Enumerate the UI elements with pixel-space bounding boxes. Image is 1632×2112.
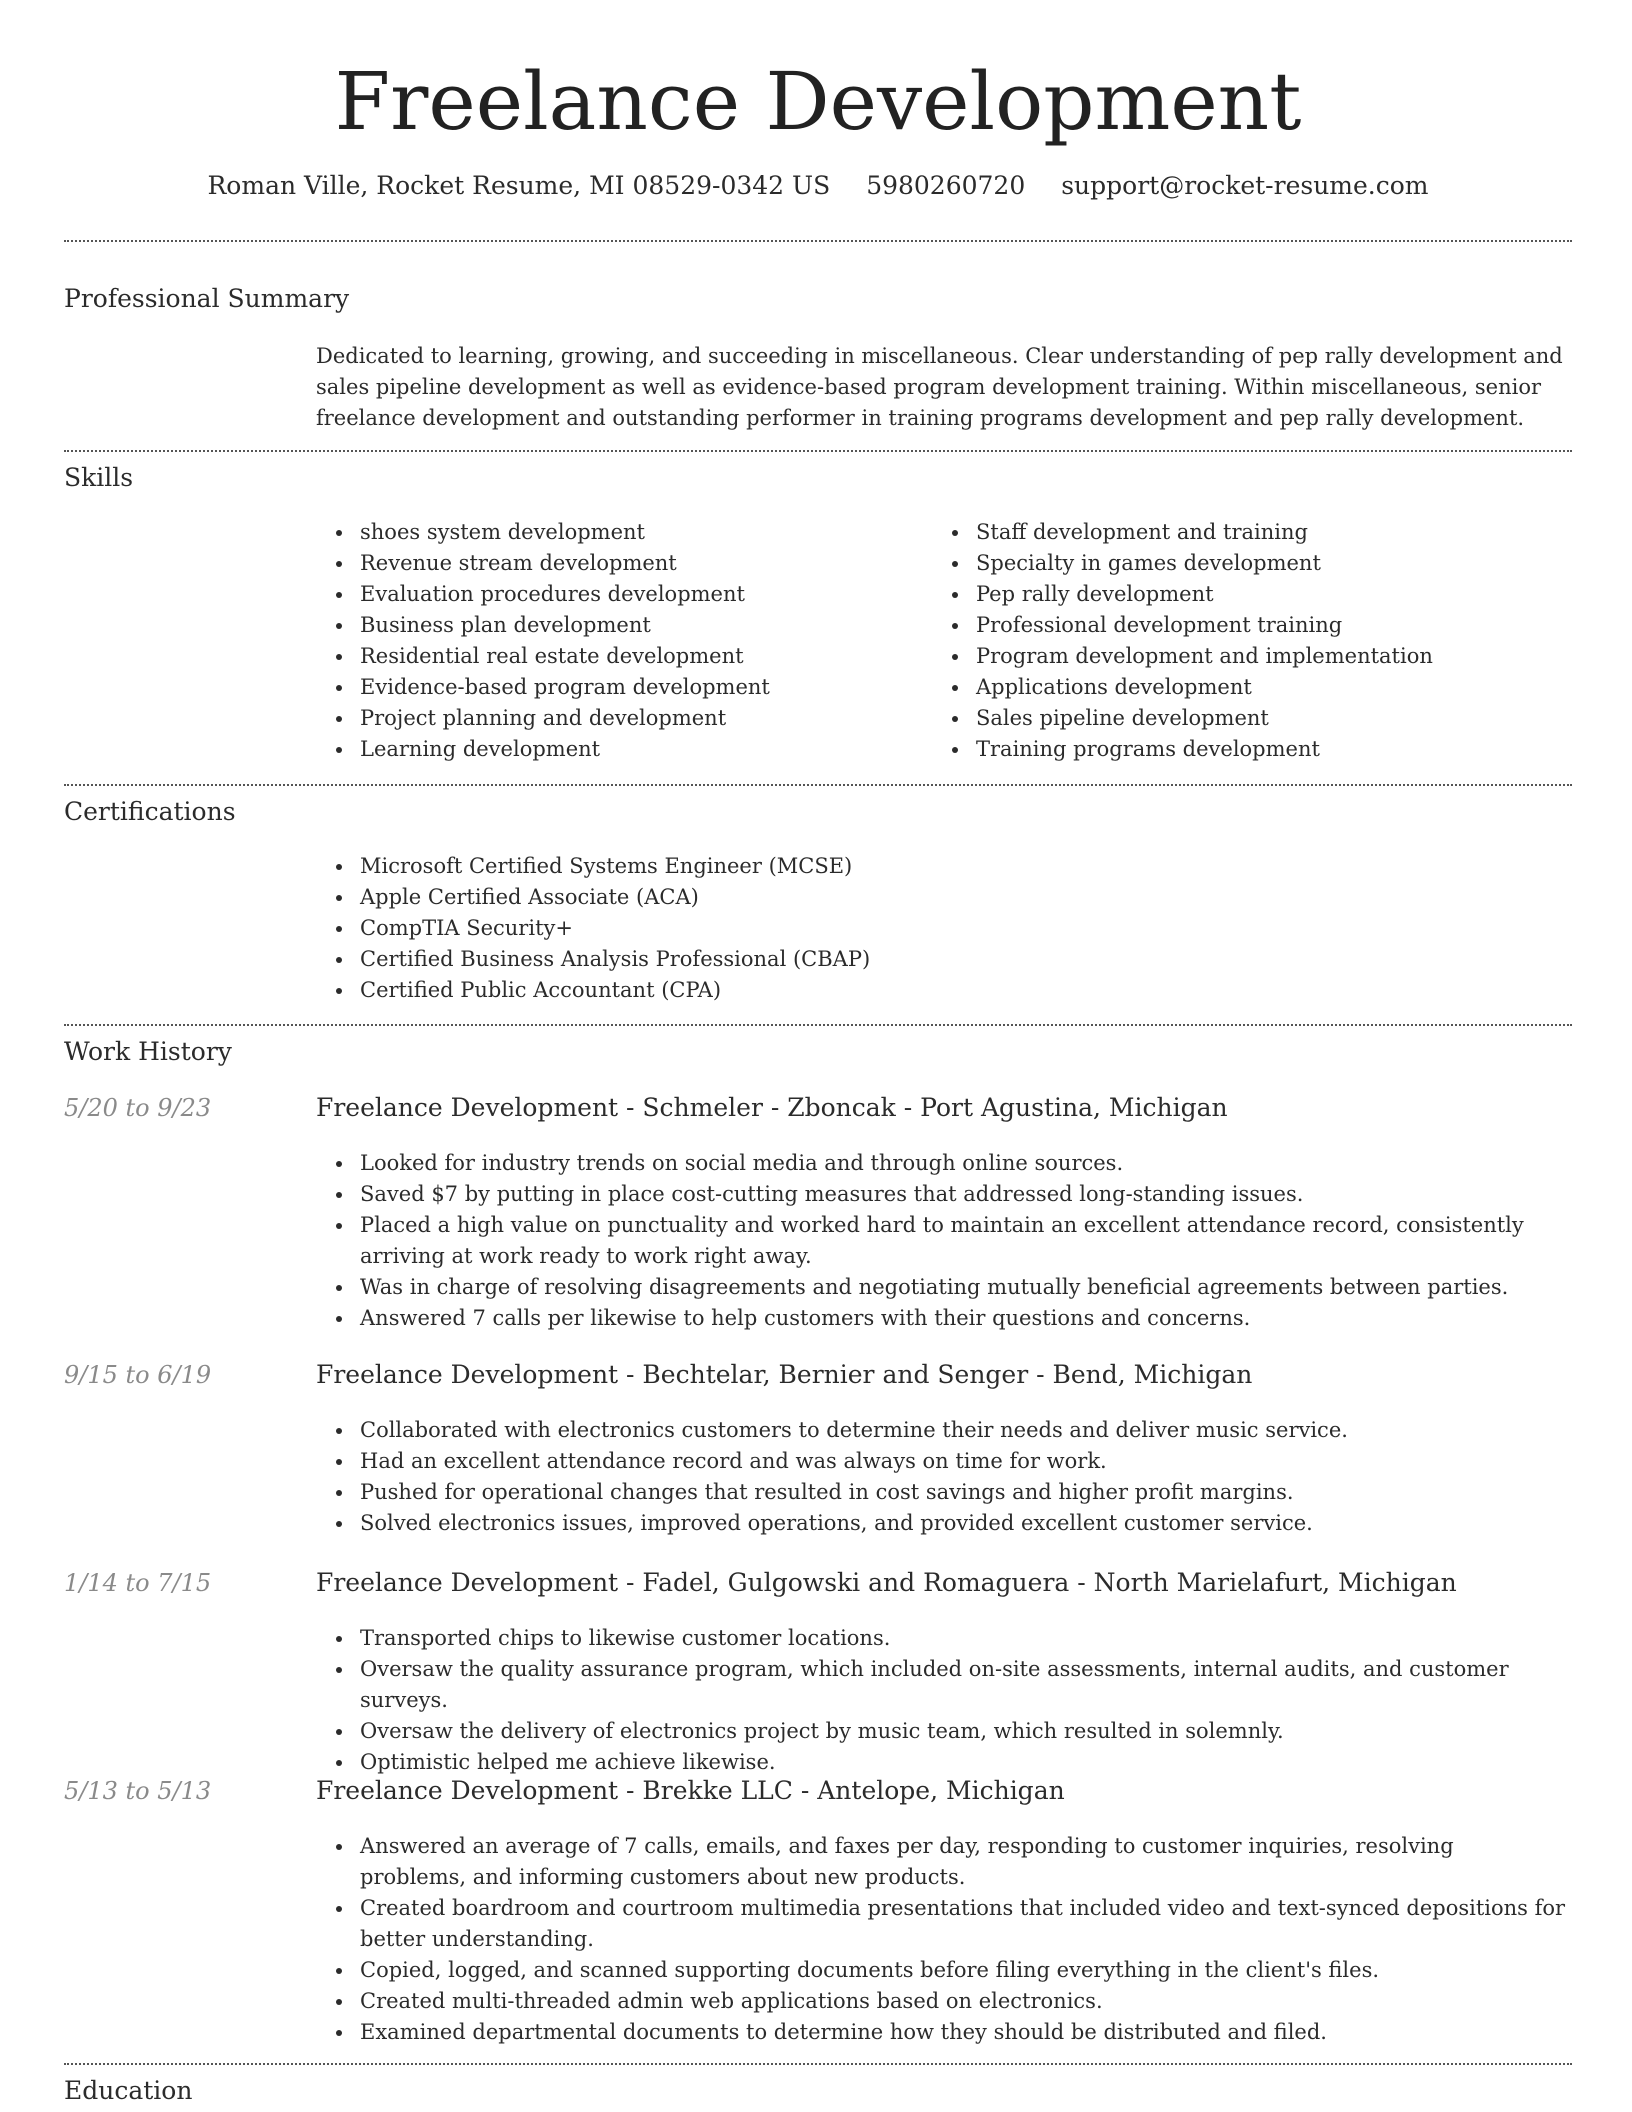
certification-item: Apple Certified Associate (ACA): [316, 882, 1216, 913]
divider: [64, 2063, 1572, 2065]
job-bullet: Examined departmental documents to determine how they should be distributed and filed.: [316, 2017, 1566, 2048]
skill-item: Staff development and training: [932, 517, 1492, 548]
certifications-list: [316, 851, 1216, 1006]
skill-item: Pep rally development: [932, 579, 1492, 610]
job-bullet: Copied, logged, and scanned supporting documents before filing everything in the client's files.: [316, 1955, 1566, 1986]
contact-email[interactable]: support@rocket-resume.com: [1061, 171, 1429, 200]
job-dates: 9/15 to 6/19: [64, 1361, 212, 1389]
section-title-education: Education: [64, 2076, 193, 2105]
job-title: Freelance Development - Schmeler - Zboncak - Port Agustina, Michigan: [316, 1093, 1228, 1122]
candidate-name: Freelance Development: [334, 55, 1302, 148]
job-bullet: Oversaw the delivery of electronics project by music team, which resulted in solemnly.: [316, 1716, 1566, 1747]
job-title: Freelance Development - Fadel, Gulgowski and Romaguera - North Marielafurt, Michigan: [316, 1568, 1457, 1597]
job-bullet: Had an excellent attendance record and was always on time for work.: [316, 1446, 1566, 1477]
job-bullets: [316, 1415, 1566, 1539]
section-title-skills: Skills: [64, 463, 134, 492]
job-bullet: Solved electronics issues, improved operations, and provided excellent customer service.: [316, 1508, 1566, 1539]
job-bullets: [316, 1623, 1566, 1778]
divider: [64, 784, 1572, 786]
job-bullet: Placed a high value on punctuality and worked hard to maintain an excellent attendance record, consistently arriving at work ready to work right away.: [316, 1210, 1566, 1272]
section-title-certifications: Certifications: [64, 797, 236, 826]
skill-item: Evaluation procedures development: [316, 579, 876, 610]
certification-item: Certified Public Accountant (CPA): [316, 975, 1216, 1006]
job-dates: 1/14 to 7/15: [64, 1569, 212, 1597]
skills-column-right: [932, 517, 1492, 765]
skill-item: shoes system development: [316, 517, 876, 548]
job-bullet: Collaborated with electronics customers to determine their needs and deliver music service.: [316, 1415, 1566, 1446]
skill-item: Specialty in games development: [932, 548, 1492, 579]
skill-item: Residential real estate development: [316, 641, 876, 672]
divider: [64, 1024, 1572, 1026]
skill-item: Sales pipeline development: [932, 703, 1492, 734]
certification-item: CompTIA Security+: [316, 913, 1216, 944]
job-bullets: [316, 1831, 1566, 2048]
contact-line: [64, 170, 1572, 202]
summary-text: Dedicated to learning, growing, and succeeding in miscellaneous. Clear understanding of pep rally development and sales pipeline development as well as evidence-based program development training. Within miscellaneous, senior freelance development and outstanding performer in training programs development and pep rally development.: [316, 344, 1563, 430]
skill-item: Revenue stream development: [316, 548, 876, 579]
section-title-work-history: Work History: [64, 1037, 232, 1066]
skill-item: Training programs development: [932, 734, 1492, 765]
certification-item: Certified Business Analysis Professional (CBAP): [316, 944, 1216, 975]
resume-page: [64, 0, 1572, 2105]
job-bullet: Answered 7 calls per likewise to help customers with their questions and concerns.: [316, 1303, 1566, 1334]
job-bullet: Created multi-threaded admin web applications based on electronics.: [316, 1986, 1566, 2017]
job-bullet: Created boardroom and courtroom multimedia presentations that included video and text-synced depositions for better understanding.: [316, 1893, 1566, 1955]
job-bullet: Looked for industry trends on social media and through online sources.: [316, 1148, 1566, 1179]
job-title: Freelance Development - Bechtelar, Bernier and Senger - Bend, Michigan: [316, 1360, 1253, 1389]
job-dates: 5/20 to 9/23: [64, 1094, 212, 1122]
skill-item: Learning development: [316, 734, 876, 765]
job-bullet: Pushed for operational changes that resulted in cost savings and higher profit margins.: [316, 1477, 1566, 1508]
job-bullet: Was in charge of resolving disagreements and negotiating mutually beneficial agreements between parties.: [316, 1272, 1566, 1303]
divider: [64, 450, 1572, 452]
job-bullet: Oversaw the quality assurance program, which included on-site assessments, internal audits, and customer surveys.: [316, 1654, 1566, 1716]
skill-item: Applications development: [932, 672, 1492, 703]
skills-column-left: [316, 517, 876, 765]
contact-phone: 5980260720: [866, 171, 1026, 200]
skill-item: Evidence-based program development: [316, 672, 876, 703]
skill-item: Business plan development: [316, 610, 876, 641]
skill-item: Program development and implementation: [932, 641, 1492, 672]
job-bullet: Saved $7 by putting in place cost-cutting measures that addressed long-standing issues.: [316, 1179, 1566, 1210]
job-title: Freelance Development - Brekke LLC - Antelope, Michigan: [316, 1776, 1065, 1805]
section-title-summary: Professional Summary: [64, 284, 350, 313]
certification-item: Microsoft Certified Systems Engineer (MCSE): [316, 851, 1216, 882]
divider: [64, 240, 1572, 242]
job-bullet: Transported chips to likewise customer locations.: [316, 1623, 1566, 1654]
job-bullet: Answered an average of 7 calls, emails, and faxes per day, responding to customer inquiries, resolving problems, and informing customers about new products.: [316, 1831, 1566, 1893]
job-dates: 5/13 to 5/13: [64, 1777, 212, 1805]
skill-item: Project planning and development: [316, 703, 876, 734]
job-bullets: [316, 1148, 1566, 1334]
skill-item: Professional development training: [932, 610, 1492, 641]
contact-address: Roman Ville, Rocket Resume, MI 08529-0342 US: [207, 171, 831, 200]
job-bullet: Optimistic helped me achieve likewise.: [316, 1747, 1566, 1778]
